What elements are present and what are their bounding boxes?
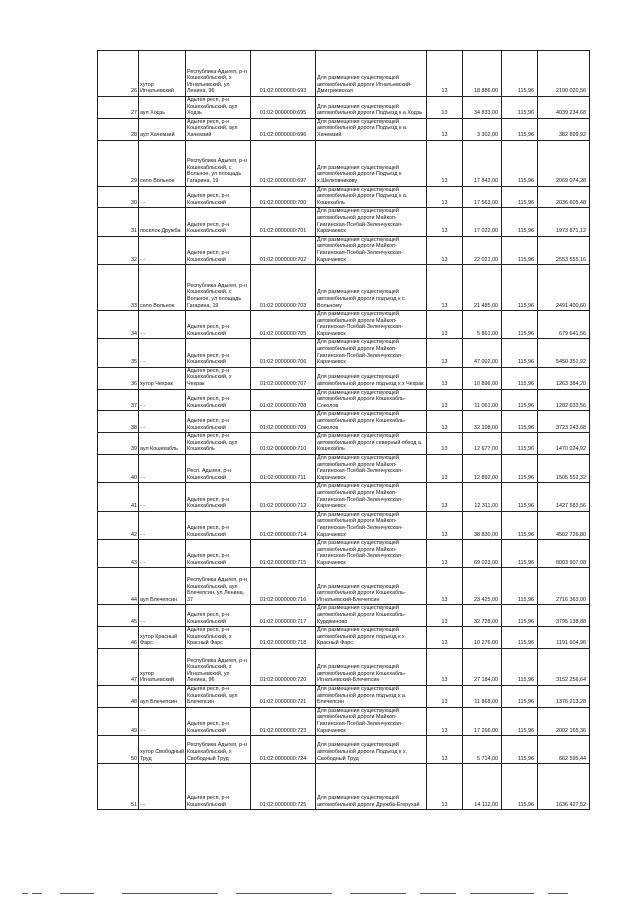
address-cell: Адыгея респ, р-н Кошехабльский xyxy=(186,339,251,367)
cadastral-number-cell: 01:02:0000000:723 xyxy=(251,707,316,735)
category-cell: 13 xyxy=(427,208,463,236)
category-cell: 13 xyxy=(427,605,463,627)
address-cell: Адыгея респ, р-н Кошехабльский xyxy=(186,208,251,236)
rate-cell: 115,96 xyxy=(502,265,538,311)
area-cell: 17 843,00 xyxy=(463,140,502,186)
purpose-cell: Для размещения существующей автомобильной дороги Майкоп-Гиагинская-Псебай-Зеленчукская-Карачаевск xyxy=(316,454,427,482)
row-number: 33 xyxy=(98,265,139,311)
footer-dash xyxy=(60,893,94,894)
footer-lines xyxy=(0,893,640,897)
rate-cell: 115,96 xyxy=(502,568,538,605)
purpose-cell: Для размещения существующей автомобильной дороги Кошехабль-Соколов xyxy=(316,411,427,433)
table-row xyxy=(98,568,590,605)
table-row xyxy=(98,265,590,311)
settlement-cell: хутор Свободный Труд xyxy=(139,736,186,764)
cadastral-number-cell: 01:02:0000000:697 xyxy=(251,140,316,186)
amount-cell: 1191 604,96 xyxy=(538,627,590,649)
area-cell: 10 896,00 xyxy=(463,367,502,389)
row-number: 32 xyxy=(98,236,139,264)
area-cell: 17 563,00 xyxy=(463,186,502,208)
address-cell: Республика Адыгея, р-н Кошехабльский, аул Блечепсин, ул Ленина, 37 xyxy=(186,568,251,605)
settlement-cell: аул Блечепсин xyxy=(139,568,186,605)
area-cell: 12 311,00 xyxy=(463,483,502,511)
address-cell: Адыгея респ, р-н Кошехабльский xyxy=(186,411,251,433)
amount-cell: 1282 633,56 xyxy=(538,389,590,411)
settlement-cell: - - xyxy=(139,454,186,482)
settlement-cell: - - xyxy=(139,483,186,511)
rate-cell: 115,96 xyxy=(502,511,538,539)
rate-cell: 115,96 xyxy=(502,649,538,686)
settlement-cell: поселок Дружба xyxy=(139,208,186,236)
category-cell: 13 xyxy=(427,433,463,455)
address-cell: Адыгея респ, р-н Кошехабльский, аул Блечепсин xyxy=(186,686,251,708)
cadastral-number-cell: 01:02:0000000:708 xyxy=(251,389,316,411)
footer-dash xyxy=(32,893,42,894)
cadastral-number-cell: 01:02:0000000:703 xyxy=(251,265,316,311)
category-cell: 13 xyxy=(427,389,463,411)
row-number: 28 xyxy=(98,118,139,140)
cadastral-number-cell: 01:02:0000000:720 xyxy=(251,649,316,686)
purpose-cell: Для размещения существующей автомобильной дороги Майкоп-Гиагинская-Псебай-Зеленчукская-Карачаевск xyxy=(316,707,427,735)
category-cell: 13 xyxy=(427,568,463,605)
area-cell: 5 861,00 xyxy=(463,311,502,339)
address-cell: Республика Адыгея, р-н Кошехабльский, х Игнатьевский, ул Ленина, 96 xyxy=(186,649,251,686)
address-cell: Адыгея респ, р-н Кошехабльский xyxy=(186,707,251,735)
amount-cell: 3723 243,68 xyxy=(538,411,590,433)
table-row xyxy=(98,433,590,455)
table-row xyxy=(98,454,590,482)
footer-dash xyxy=(122,893,218,894)
cadastral-number-cell: 01:02:0000000:715 xyxy=(251,540,316,568)
amount-cell: 1636 427,52 xyxy=(538,764,590,810)
rate-cell: 115,96 xyxy=(502,97,538,119)
cadastral-number-cell: 01:02:0000000:711 xyxy=(251,454,316,482)
area-cell: 18 886,00 xyxy=(463,51,502,97)
amount-cell: 2553 555,16 xyxy=(538,236,590,264)
row-number: 45 xyxy=(98,605,139,627)
table-row xyxy=(98,686,590,708)
address-cell: Адыгея респ, р-н Кошехабльский xyxy=(186,186,251,208)
table-row xyxy=(98,389,590,411)
row-number: 30 xyxy=(98,186,139,208)
rate-cell: 115,96 xyxy=(502,118,538,140)
cadastral-number-cell: 01:02:0000000:701 xyxy=(251,208,316,236)
category-cell: 13 xyxy=(427,483,463,511)
area-cell: 17 022,00 xyxy=(463,208,502,236)
rate-cell: 115,96 xyxy=(502,454,538,482)
amount-cell: 5450 351,92 xyxy=(538,339,590,367)
settlement-cell: аул Блечепсин xyxy=(139,686,186,708)
area-cell: 27 184,00 xyxy=(463,649,502,686)
amount-cell: 8003 907,08 xyxy=(538,540,590,568)
row-number: 51 xyxy=(98,764,139,810)
cadastral-number-cell: 01:02:0000000:714 xyxy=(251,511,316,539)
address-cell: Республика Адыгея, р-н Кошехабльский, с Вольное, ул площадь Гагарина, 19 xyxy=(186,140,251,186)
category-cell: 13 xyxy=(427,511,463,539)
settlement-cell: село Вольное xyxy=(139,265,186,311)
category-cell: 13 xyxy=(427,236,463,264)
settlement-cell: - - xyxy=(139,389,186,411)
amount-cell: 4502 726,80 xyxy=(538,511,590,539)
category-cell: 13 xyxy=(427,118,463,140)
address-cell: Адыгея респ, р-н Кошехабльский, аул Хачемзий xyxy=(186,118,251,140)
row-number: 34 xyxy=(98,311,139,339)
row-number: 44 xyxy=(98,568,139,605)
purpose-cell: Для размещения существующей автомобильной дороги Майкоп-Гиагинская-Псебай-Зеленчукская-Карачаевск xyxy=(316,208,427,236)
row-number: 46 xyxy=(98,627,139,649)
settlement-cell: - - xyxy=(139,236,186,264)
cadastral-number-cell: 01:02:0000000:710 xyxy=(251,433,316,455)
cadastral-number-cell: 01:02:0000000:696 xyxy=(251,118,316,140)
settlement-cell: хутор Красный Фарс xyxy=(139,627,186,649)
area-cell: 11 868,00 xyxy=(463,686,502,708)
category-cell: 13 xyxy=(427,311,463,339)
rate-cell: 115,96 xyxy=(502,605,538,627)
table-row xyxy=(98,339,590,367)
rate-cell: 115,96 xyxy=(502,208,538,236)
cadastral-number-cell: 01:02:0000000:721 xyxy=(251,686,316,708)
area-cell: 12 677,00 xyxy=(463,433,502,455)
settlement-cell: - - xyxy=(139,186,186,208)
rate-cell: 115,96 xyxy=(502,311,538,339)
settlement-cell: - - xyxy=(139,540,186,568)
settlement-cell: - - xyxy=(139,411,186,433)
amount-cell: 2716 363,00 xyxy=(538,568,590,605)
row-number: 36 xyxy=(98,367,139,389)
table-row xyxy=(98,236,590,264)
category-cell: 13 xyxy=(427,649,463,686)
footer-dash xyxy=(470,893,534,894)
settlement-cell: село Вольное xyxy=(139,140,186,186)
address-cell: Республика Адыгея, р-н Кошехабльский, х Игнатьевский, ул Ленина, 96 xyxy=(186,51,251,97)
table-row xyxy=(98,605,590,627)
row-number: 29 xyxy=(98,140,139,186)
area-cell: 5 714,00 xyxy=(463,736,502,764)
category-cell: 13 xyxy=(427,411,463,433)
purpose-cell: Для размещения существующей автомобильной дороги подъезд к а. Блечепсин xyxy=(316,686,427,708)
cadastral-number-cell: 01:02:0000000:718 xyxy=(251,627,316,649)
settlement-cell: аул Кошехабль xyxy=(139,433,186,455)
address-cell: Адыгея респ, р-н Кошехабльский xyxy=(186,236,251,264)
purpose-cell: Для размещения существующей автомобильной дороги подъезд к х Чехрак xyxy=(316,367,427,389)
area-cell: 38 830,00 xyxy=(463,511,502,539)
row-number: 49 xyxy=(98,707,139,735)
address-cell: Адыгея респ, р-н Кошехабльский xyxy=(186,605,251,627)
table-row xyxy=(98,367,590,389)
table-row xyxy=(98,707,590,735)
amount-cell: 1263 384,20 xyxy=(538,367,590,389)
cadastral-number-cell: 01:02:0000000:706 xyxy=(251,339,316,367)
purpose-cell: Для размещения существующей автомобильной дороги Кошехабль-Игнатьевский-Блечепсин xyxy=(316,649,427,686)
rate-cell: 115,96 xyxy=(502,389,538,411)
address-cell: Адыгея респ, р-н Кошехабльский, х Чехрак xyxy=(186,367,251,389)
settlement-cell: - - xyxy=(139,707,186,735)
table-row xyxy=(98,97,590,119)
cadastral-number-cell: 01:02:0000000:709 xyxy=(251,411,316,433)
area-cell: 10 276,00 xyxy=(463,627,502,649)
table-row xyxy=(98,118,590,140)
row-number: 48 xyxy=(98,686,139,708)
area-cell: 17 266,00 xyxy=(463,707,502,735)
rate-cell: 115,96 xyxy=(502,367,538,389)
address-cell: Адыгея респ, р-н Кошехабльский xyxy=(186,764,251,810)
rate-cell: 115,96 xyxy=(502,483,538,511)
footer-dash xyxy=(350,893,406,894)
purpose-cell: Для размещения существующей автомобильной дороги Подъезд к а. Хачемзий xyxy=(316,118,427,140)
rate-cell: 115,96 xyxy=(502,411,538,433)
row-number: 39 xyxy=(98,433,139,455)
amount-cell: 382 899,92 xyxy=(538,118,590,140)
category-cell: 13 xyxy=(427,265,463,311)
footer-dash xyxy=(420,893,456,894)
area-cell: 34 833,00 xyxy=(463,97,502,119)
purpose-cell: Для размещения существующей автомобильной дороги подъезд к с. Вольному xyxy=(316,265,427,311)
area-cell: 21 485,00 xyxy=(463,265,502,311)
category-cell: 13 xyxy=(427,686,463,708)
rate-cell: 115,96 xyxy=(502,51,538,97)
purpose-cell: Для размещения существующей автомобильной дороги Майкоп-Гиагинская-Псебай-Зеленчукская-Карачаевск xyxy=(316,483,427,511)
amount-cell: 3152 256,64 xyxy=(538,649,590,686)
address-cell: Адыгея респ, р-н Кошехабльский xyxy=(186,540,251,568)
settlement-cell: - - xyxy=(139,764,186,810)
cadastral-number-cell: 01:02:0000000:712 xyxy=(251,483,316,511)
category-cell: 13 xyxy=(427,186,463,208)
area-cell: 14 112,00 xyxy=(463,764,502,810)
table-row xyxy=(98,311,590,339)
amount-cell: 1376 213,28 xyxy=(538,686,590,708)
rate-cell: 115,96 xyxy=(502,540,538,568)
amount-cell: 2036 605,48 xyxy=(538,186,590,208)
row-number: 41 xyxy=(98,483,139,511)
address-cell: Адыгея респ, р-н Кошехабльский xyxy=(186,311,251,339)
amount-cell: 2190 020,56 xyxy=(538,51,590,97)
rate-cell: 115,96 xyxy=(502,236,538,264)
category-cell: 13 xyxy=(427,707,463,735)
register-sheet xyxy=(97,50,589,810)
rate-cell: 115,96 xyxy=(502,433,538,455)
purpose-cell: Для размещения существующей автомобильной дороги Игнатьевский-Дмитриевская xyxy=(316,51,427,97)
row-number: 37 xyxy=(98,389,139,411)
address-cell: Адыгея респ, р-н Кошехабльский, аул Ходзь xyxy=(186,97,251,119)
rate-cell: 115,96 xyxy=(502,736,538,764)
settlement-cell: - - xyxy=(139,339,186,367)
settlement-cell: хутор Чехрак xyxy=(139,367,186,389)
area-cell: 23 425,00 xyxy=(463,568,502,605)
table-row xyxy=(98,649,590,686)
table-row xyxy=(98,208,590,236)
settlement-cell: хутор Игнатьевский xyxy=(139,51,186,97)
cadastral-number-cell: 01:02:0000000:716 xyxy=(251,568,316,605)
row-number: 40 xyxy=(98,454,139,482)
purpose-cell: Для размещения существующей автомобильной дороги подъезд к х. Красный Фарс xyxy=(316,627,427,649)
area-cell: 22 021,00 xyxy=(463,236,502,264)
table-row xyxy=(98,627,590,649)
row-number: 43 xyxy=(98,540,139,568)
row-number: 35 xyxy=(98,339,139,367)
table-row xyxy=(98,540,590,568)
purpose-cell: Для размещения существующей автомобильной дороги Кошехабль-Курджиново xyxy=(316,605,427,627)
area-cell: 69 023,00 xyxy=(463,540,502,568)
category-cell: 13 xyxy=(427,736,463,764)
cadastral-number-cell: 01:02:0000000:707 xyxy=(251,367,316,389)
table-body xyxy=(98,51,590,810)
amount-cell: 2069 074,28 xyxy=(538,140,590,186)
category-cell: 13 xyxy=(427,51,463,97)
rate-cell: 115,96 xyxy=(502,707,538,735)
settlement-cell: - - xyxy=(139,311,186,339)
area-cell: 12 892,00 xyxy=(463,454,502,482)
cadastral-number-cell: 01:02:0000000:700 xyxy=(251,186,316,208)
rate-cell: 115,96 xyxy=(502,186,538,208)
table-row xyxy=(98,186,590,208)
purpose-cell: Для размещения существующей автомобильной дороги Кошехабль-Игнатьевский-Блечепсин xyxy=(316,568,427,605)
table-row xyxy=(98,140,590,186)
amount-cell: 1470 024,92 xyxy=(538,433,590,455)
table-row xyxy=(98,483,590,511)
category-cell: 13 xyxy=(427,764,463,810)
rate-cell: 115,96 xyxy=(502,339,538,367)
row-number: 31 xyxy=(98,208,139,236)
purpose-cell: Для размещения существующей автомобильной дороги Подъезд к х. Свободный Труд xyxy=(316,736,427,764)
cadastral-number-cell: 01:02:0000000:695 xyxy=(251,97,316,119)
purpose-cell: Для размещения существующей автомобильной дороги Кошехабль-Соколов xyxy=(316,389,427,411)
area-cell: 47 002,00 xyxy=(463,339,502,367)
settlement-cell: хутор Игнатьевский xyxy=(139,649,186,686)
address-cell: Респ. Адыгея, р-н Кошехабльский xyxy=(186,454,251,482)
category-cell: 13 xyxy=(427,339,463,367)
amount-cell: 1505 552,32 xyxy=(538,454,590,482)
category-cell: 13 xyxy=(427,540,463,568)
purpose-cell: Для размещения существующей автомобильной дороги Подъезд к а Ходзь xyxy=(316,97,427,119)
table-row xyxy=(98,736,590,764)
purpose-cell: Для размещения существующей автомобильной дороги Подъезд к х.Шелковникову xyxy=(316,140,427,186)
purpose-cell: Для размещения существующей автомобильной дороги Майкоп-Гиагинская-Псебай-Зеленчукская-Карачаевск xyxy=(316,236,427,264)
rate-cell: 115,96 xyxy=(502,686,538,708)
amount-cell: 4039 234,68 xyxy=(538,97,590,119)
amount-cell: 2491 400,60 xyxy=(538,265,590,311)
table-row xyxy=(98,411,590,433)
table-row xyxy=(98,51,590,97)
area-cell: 32 108,00 xyxy=(463,411,502,433)
settlement-cell: - - xyxy=(139,511,186,539)
purpose-cell: Для размещения существующей автомобильной дороги Майкоп-Гиагинская-Псебай-Зеленчукская-Карачаевск xyxy=(316,339,427,367)
category-cell: 13 xyxy=(427,627,463,649)
purpose-cell: Для размещения существующей автомобильной дороги Майкоп-Гиагинская-Псебай-Зеленчукская-Карачаевск xyxy=(316,511,427,539)
row-number: 26 xyxy=(98,51,139,97)
amount-cell: 662 595,44 xyxy=(538,736,590,764)
amount-cell: 2002 165,36 xyxy=(538,707,590,735)
row-number: 50 xyxy=(98,736,139,764)
cadastral-number-cell: 01:02:0000000:693 xyxy=(251,51,316,97)
address-cell: Адыгея респ, р-н Кошехабльский xyxy=(186,511,251,539)
cadastral-number-cell: 01:02:0000000:702 xyxy=(251,236,316,264)
settlement-cell: аул Хачемзий xyxy=(139,118,186,140)
address-cell: Адыгея респ, р-н Кошехабльский, аул Кошехабль xyxy=(186,433,251,455)
amount-cell: 3795 138,88 xyxy=(538,605,590,627)
category-cell: 13 xyxy=(427,140,463,186)
purpose-cell: Для размещения существующей автомобильной дороги Майкоп-Гиагинская-Псебай-Зеленчукская-Карачаевск xyxy=(316,311,427,339)
address-cell: Адыгея респ, р-н Кошехабльский xyxy=(186,483,251,511)
purpose-cell: Для размещения существующей автомобильной дороги Майкоп-Гиагинская-Псебай-Зеленчукская-Карачаевск xyxy=(316,540,427,568)
category-cell: 13 xyxy=(427,454,463,482)
row-number: 27 xyxy=(98,97,139,119)
cadastral-number-cell: 01:02:0000000:717 xyxy=(251,605,316,627)
address-cell: Адыгея респ, р-н Кошехабльский, х Красный Фарс xyxy=(186,627,251,649)
address-cell: Республика Адыгея, р-н Кошехабльский, с Вольное, ул площадь Гагарина, 19 xyxy=(186,265,251,311)
purpose-cell: Для размещения существующей автомобильной дороги Дружба-Егерухай xyxy=(316,764,427,810)
area-cell: 32 728,00 xyxy=(463,605,502,627)
row-number: 42 xyxy=(98,511,139,539)
purpose-cell: Для размещения существующей автомобильной дороги северный обход а. Кошехабль xyxy=(316,433,427,455)
row-number: 38 xyxy=(98,411,139,433)
cadastral-number-cell: 01:02:0000000:705 xyxy=(251,311,316,339)
footer-dash xyxy=(22,893,28,894)
rate-cell: 115,96 xyxy=(502,140,538,186)
amount-cell: 1427 583,56 xyxy=(538,483,590,511)
footer-dash xyxy=(236,893,332,894)
settlement-cell: аул Ходзь xyxy=(139,97,186,119)
cadastral-number-cell: 01:02:0000000:725 xyxy=(251,764,316,810)
area-cell: 3 302,00 xyxy=(463,118,502,140)
table-row xyxy=(98,764,590,810)
category-cell: 13 xyxy=(427,367,463,389)
rate-cell: 115,96 xyxy=(502,627,538,649)
purpose-cell: Для размещения существующей автомобильной дороги Подъезд к а. Кошехабль xyxy=(316,186,427,208)
category-cell: 13 xyxy=(427,97,463,119)
cadastral-number-cell: 01:02:0000000:724 xyxy=(251,736,316,764)
land-register-table xyxy=(97,50,590,810)
settlement-cell: - - xyxy=(139,605,186,627)
row-number: 47 xyxy=(98,649,139,686)
rate-cell: 115,96 xyxy=(502,764,538,810)
address-cell: Адыгея респ, р-н Кошехабльский xyxy=(186,389,251,411)
amount-cell: 679 641,56 xyxy=(538,311,590,339)
footer-dash xyxy=(548,893,568,894)
area-cell: 11 061,00 xyxy=(463,389,502,411)
address-cell: Республика Адыгея, р-н Кошехабльский, х Свободный Труд xyxy=(186,736,251,764)
table-row xyxy=(98,511,590,539)
amount-cell: 1973 871,12 xyxy=(538,208,590,236)
